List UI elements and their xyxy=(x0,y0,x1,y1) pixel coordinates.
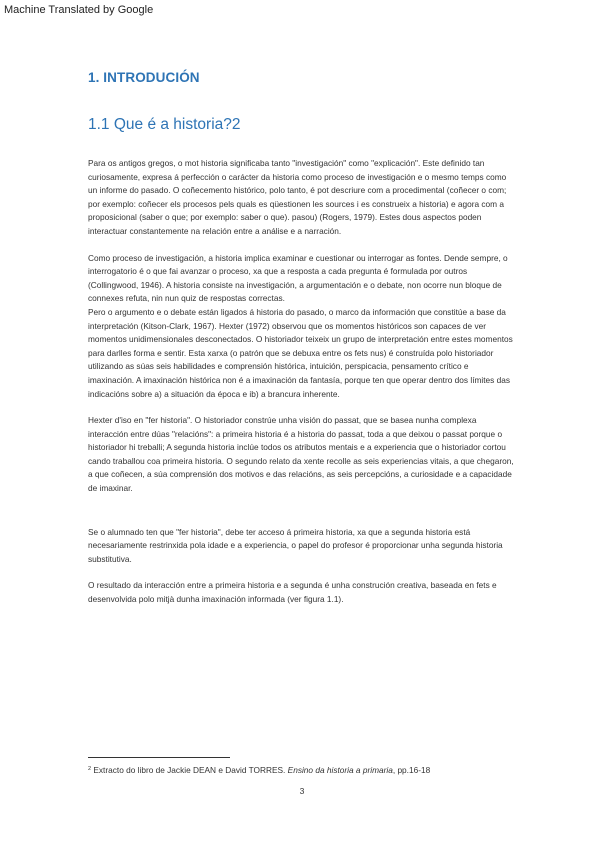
page-number: 3 xyxy=(299,786,305,796)
footnote-marker: 2 xyxy=(88,766,92,772)
footnote xyxy=(88,765,430,775)
chapter-title: 1. INTRODUCIÓN xyxy=(88,70,200,85)
paragraph: Como proceso de investigación, a historia implica examinar e cuestionar ou interrogar as fontes. Dende sempre, o interrogatorio é o que fai avanzar o proceso, xa que a resposta a cada pregunta é formulada por outros (Collingwood, 1946). A historia consiste na investigación, a argumentación e o debate, non ocorre nun bloque de connexes refuta, nin nun quiz de respostas correctas. xyxy=(88,252,508,304)
body-text xyxy=(88,157,516,620)
footnote-text: Extracto do libro de Jackie DEAN e David TORRES. xyxy=(93,765,286,775)
paragraph: Pero o argumento e o debate están ligados á historia do pasado, o marco da información que constitúe a base da interpretación (Kitson-Clark, 1967). Hexter (1972) observou que os momentos históricos son capaces de ver momentos unidimensionales desconectados. O historiador teixeix un grupo de interpretación entre estes momentos para darlles forma e sentir. Esta xarxa (o patrón que se debuxa entre os fets nus) é construída polo historiador utilizando as súas seis habilidades e comprensión histórica, intuición, perspicacia, pensamento crítico e imaxinación. A imaxinación histórica non é a imaxinación da fantasía, porque ten que operar dentro dos límites das indicacións sobre a) a situación da época e ib) a brancura inherente. xyxy=(88,306,513,399)
paragraph: Para os antigos gregos, o mot historia significaba tanto "investigación" como "explicación". Este definido tan curiosamente, expresa á perfección o carácter da historia como proceso de investigación e o mesmo temps como un informe do pasado. O coñecemento histórico, polo tanto, é pot descriure com a procedimental (coñecer o com; por exemplo: coñecer els procesos pels quals es qüestionen les sources i es construeix a historia) e agora com a proposicional (saber o que; por exemplo: saber o que). pasou) (Rogers, 1979). Estes dous aspectos poden interactuar constantemente na relación entre a análise e a narración. xyxy=(88,158,507,236)
section-title: 1.1 Que é a historia?2 xyxy=(88,116,241,133)
paragraph: O resultado da interacción entre a primeira historia e a segunda é unha construción creativa, baseada en fets e desenvolvida polo mitjà dunha imaxinación informada (ver figura 1.1). xyxy=(88,580,497,605)
footnote-pages: , pp.16-18 xyxy=(392,765,431,775)
paragraph: Se o alumnado ten que "fer historia", debe ter acceso á primeira historia, xa que a segunda historia está necesariamente restrinxida pola idade e a experiencia, o papel do profesor é proporcionar unha segunda historia substitutiva. xyxy=(88,526,503,564)
paragraph: Hexter d'iso en "fer historia". O historiador constrúe unha visión do passat, que se basea nunha complexa interacción entre dúas "relacións": a primeira historia é a historia do passat, toda a que deixou o passat porque o historiador hi treballi; A segunda historia inclúe todos os atributos mentais e a experiencia que o historiador cortou cando traballou coa primeira historia. O segundo relato da xente recolle as seis experiencias vitais, a que chegaron, a que coñecen, a súa comprensión dos motivos e das relacións, as seis percepcións, a curiosidade e a capacidade de imaxinar. xyxy=(88,415,514,494)
machine-translation-banner: Machine Translated by Google xyxy=(4,4,154,16)
footnote-separator xyxy=(88,757,230,758)
footnote-book-title: Ensino da historia a primaria xyxy=(287,765,393,775)
